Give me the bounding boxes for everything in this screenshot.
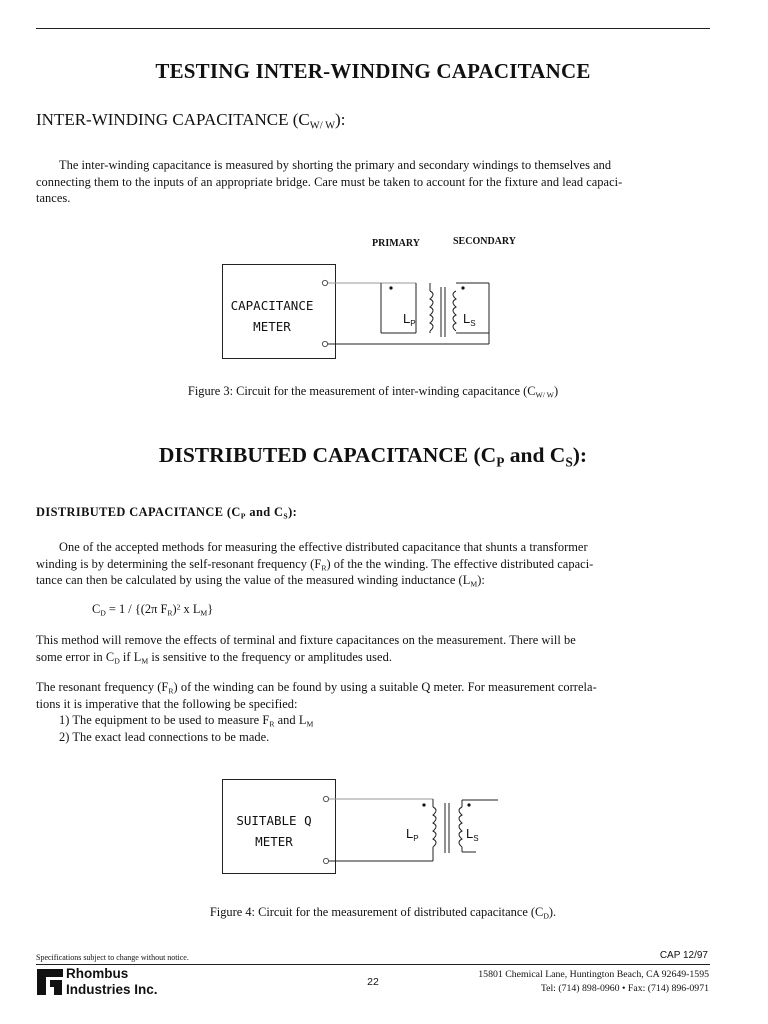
- figure4-terminal-top: [323, 796, 328, 801]
- rhombus-logo: [36, 968, 64, 996]
- page-title: TESTING INTER-WINDING CAPACITANCE: [155, 59, 591, 83]
- figure3-ls-label: $L_S$: [463, 311, 476, 328]
- distributed-capacitance-subheading: DISTRIBUTED CAPACITANCE ($C_P$ and $C_S$):: [36, 505, 298, 521]
- page-number: 22: [367, 976, 379, 988]
- figure4-caption: Figure 4: Circuit for the measurement of distributed capacitance $(C_D)$.: [209, 905, 557, 921]
- figure4-meter-label: SUITABLE Q METER: [236, 813, 312, 849]
- figure4-primary-coil: [433, 807, 436, 847]
- list-item: 2) The exact lead connections to be made.: [59, 729, 270, 744]
- figure4-lp-label: $L_P$: [406, 826, 419, 843]
- company-name: Rhombus Industries Inc.: [66, 966, 158, 997]
- footer-disclaimer: Specifications subject to change without notice.: [36, 953, 189, 962]
- document-code: CAP 12/97: [659, 950, 708, 961]
- figure3-caption: Figure 3: Circuit for the measurement of inter-winding capacitance $(C_{W/ W})$: [187, 384, 559, 400]
- list-item: 1) The equipment to be used to measure $F_R$ and $L_M$: [59, 713, 314, 729]
- inter-winding-paragraph: The inter-winding capacitance is measured by shorting the primary and secondary windings to themselves and connecting them to the inputs of an appropriate bridge. Care must be taken to account for the fixture and lead capaci- tances.: [36, 158, 623, 205]
- figure4-secondary-coil: [459, 807, 462, 847]
- figure4-ls-label: $L_S$: [466, 826, 479, 843]
- figure4-terminal-bottom: [323, 858, 328, 863]
- company-address: 15801 Chemical Lane, Huntington Beach, CA 92649-1595 Tel: (714) 898-0960 • Fax: (714) 896-0971: [478, 969, 709, 994]
- figure3-lp-label: $L_P$: [403, 311, 416, 328]
- distributed-capacitance-title: DISTRIBUTED CAPACITANCE ($C_P$ and $C_S$):: [158, 443, 588, 470]
- figure3-meter-label: CAPACITANCE METER: [230, 298, 314, 334]
- figure3-secondary-label: SECONDARY: [453, 236, 516, 247]
- distributed-capacitance-formula: $C_D = 1 / \{(2\pi$ $F_R)^2$ x $L_M$}: [92, 602, 214, 618]
- footer-rule: [36, 964, 710, 965]
- figure4-secondary-dot: [467, 803, 470, 806]
- figure3-primary-label: PRIMARY: [372, 238, 420, 249]
- distributed-paragraph-2: This method will remove the effects of terminal and fixture capacitances on the measurement. There will be some error in $C_D$ if $L_M$ is sensitive to the frequency or amplitudes used.: [36, 633, 576, 666]
- distributed-paragraph-3: The resonant frequency $(F_R)$ of the winding can be found by using a suitable Q meter. For measurement correla- tions it is imperative that the following be specified: 1) The equipment to be used to measure $F_R$ and $L_M$ 2) The exact lead connections to be made.: [36, 679, 726, 745]
- figure4-primary-dot: [422, 803, 425, 806]
- distributed-paragraph-1: One of the accepted methods for measuring the effective distributed capacitance that shunts a transformer winding is by determining the self-resonant frequency $(F_R)$ of the the winding. The effective distributed capaci- tance can then be calculated by using the value of the measured winding inductance $(L_M)$:: [36, 540, 594, 589]
- section-heading-inter-winding: INTER-WINDING CAPACITANCE $(C_{W/ W})$:: [36, 110, 346, 132]
